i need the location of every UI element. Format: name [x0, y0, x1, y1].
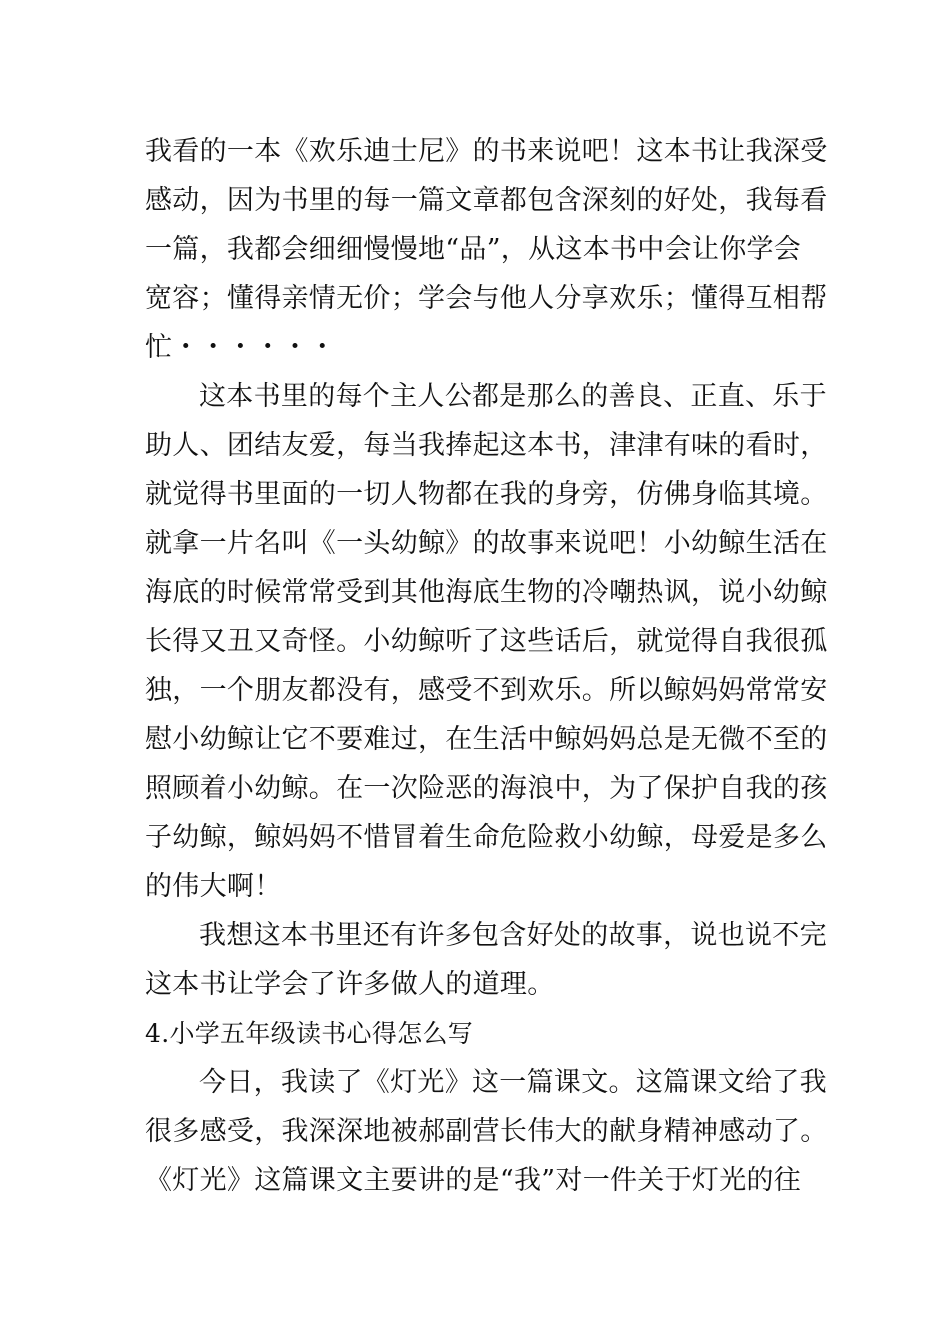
text-line: 这本书让学会了许多做人的道理。 — [145, 969, 555, 1000]
text-line: 海底的时候常常受到其他海底生物的冷嘲热讽，说小幼鲸 — [145, 577, 828, 608]
text-line: 独，一个朋友都没有，感受不到欢乐。所以鲸妈妈常常安 — [145, 675, 828, 706]
paragraph-1 — [145, 127, 828, 372]
paragraph-4 — [145, 1058, 828, 1205]
text-line: 子幼鲸，鲸妈妈不惜冒着生命危险救小幼鲸，母爱是多么 — [145, 822, 828, 853]
text-line: 这本书里的每个主人公都是那么的善良、正直、乐于 — [199, 381, 827, 412]
text-line: 就拿一片名叫《一头幼鲸》的故事来说吧！小幼鲸生活在 — [145, 528, 828, 559]
text-line: 忙・・・・・・ — [145, 332, 337, 363]
text-line: 的伟大啊！ — [145, 871, 282, 902]
text-line: 长得又丑又奇怪。小幼鲸听了这些话后，就觉得自我很孤 — [145, 626, 828, 657]
text-line: 我想这本书里还有许多包含好处的故事，说也说不完 — [199, 920, 827, 951]
text-line: 照顾着小幼鲸。在一次险恶的海浪中，为了保护自我的孩 — [145, 773, 828, 804]
section-heading — [145, 1009, 810, 1058]
text-line: 很多感受，我深深地被郝副营长伟大的献身精神感动了。 — [145, 1116, 828, 1147]
text-line: 慰小幼鲸让它不要难过，在生活中鲸妈妈总是无微不至的 — [145, 724, 828, 755]
text-line: 一篇，我都会细细慢慢地“品”，从这本书中会让你学会 — [145, 234, 802, 265]
section-heading-text: 4.小学五年级读书心得怎么写 — [145, 1019, 474, 1048]
paragraph-3 — [145, 911, 827, 1009]
text-line: 就觉得书里面的一切人物都在我的身旁，仿佛身临其境。 — [145, 479, 828, 510]
text-line: 我看的一本《欢乐迪士尼》的书来说吧！这本书让我深受 — [145, 136, 828, 167]
text-line: 《灯光》这篇课文主要讲的是“我”对一件关于灯光的往 — [145, 1165, 802, 1196]
paragraph-2 — [145, 372, 828, 911]
document-body — [145, 127, 828, 1205]
text-line: 感动，因为书里的每一篇文章都包含深刻的好处，我每看 — [145, 185, 828, 216]
text-line: 宽容；懂得亲情无价；学会与他人分享欢乐；懂得互相帮 — [145, 283, 828, 314]
text-line: 今日，我读了《灯光》这一篇课文。这篇课文给了我 — [199, 1067, 827, 1098]
text-line: 助人、团结友爱，每当我捧起这本书，津津有味的看时， — [145, 430, 828, 461]
